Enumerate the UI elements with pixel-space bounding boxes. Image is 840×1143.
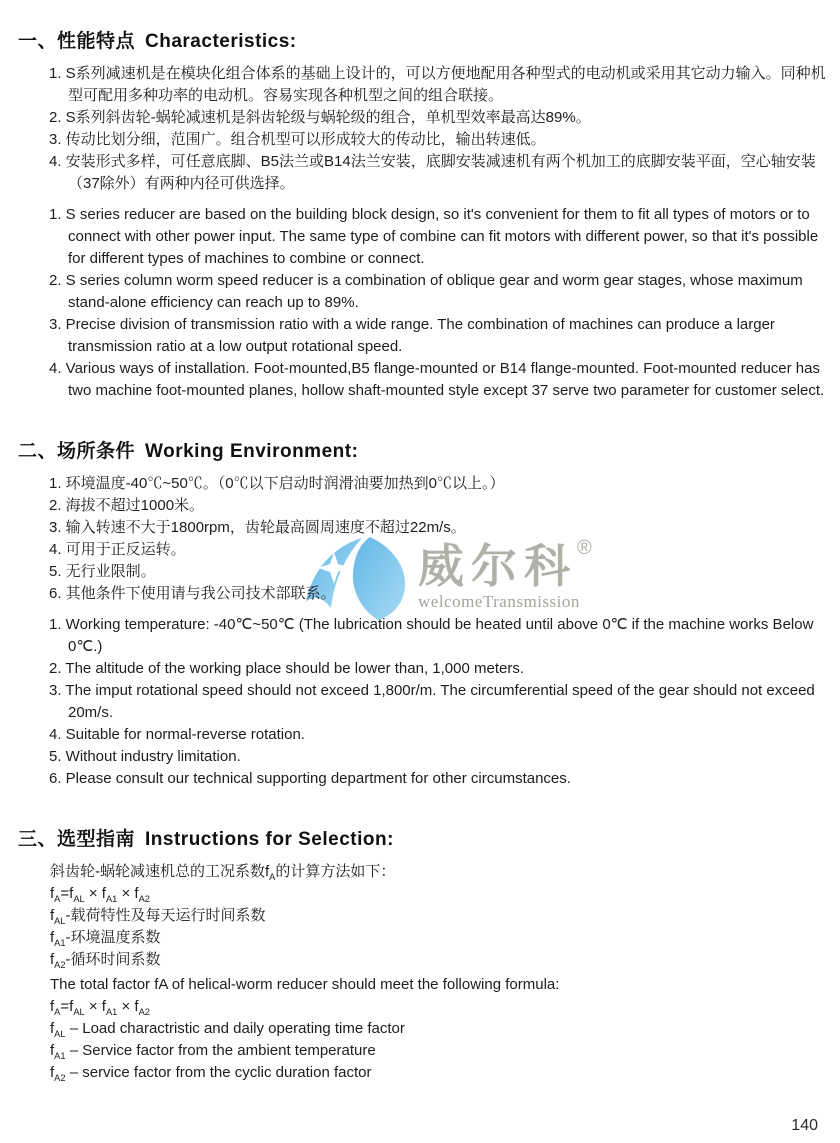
section-heading-instructions [18, 824, 840, 851]
list-item: 5. Without industry limitation. [49, 748, 241, 765]
heading-en: Characteristics: [145, 31, 297, 52]
section-working-environment [0, 436, 840, 790]
characteristics-list-en [0, 204, 840, 402]
list-item: 6. Please consult our technical supporting department for other circumstances. [49, 770, 571, 787]
heading-cn: 二、场所条件 [18, 441, 136, 462]
formula-line: $f_{A1}$ – Service factor from the ambient temperature [50, 1042, 376, 1061]
section-heading-working-environment [18, 436, 840, 463]
working-environment-list-cn [0, 473, 840, 605]
section-instructions-for-selection [0, 824, 840, 1084]
list-item: 4. 安装形式多样，可任意底脚、B5法兰或B14法兰安装，底脚安装减速机有两个机加工的底脚安装平面，空心轴安装（37除外）有两种内径可供选择。 [49, 153, 816, 192]
characteristics-list-cn [0, 63, 840, 195]
list-item: 2. S系列斜齿轮-蜗轮减速机是斜齿轮级与蜗轮级的组合，单机型效率最高达89%。 [49, 109, 591, 126]
list-item: 6. 其他条件下使用请与我公司技术部联系。 [49, 585, 336, 602]
list-item: 2. 海拔不超过1000米。 [49, 497, 205, 514]
formula-line: 斜齿轮-蜗轮减速机总的工况系数$f_A$的计算方法如下： [50, 863, 396, 882]
list-item: 1. S series reducer are based on the building block design, so it's convenient for them to fit all types of motors or to connect with other power input. The same type of combine can fit motors with different power, so that it's possible for different types of machines to combine or connect. [49, 206, 819, 267]
formula-line: $f_A=f_{AL} \times f_{A1} \times f_{A2}$ [50, 998, 150, 1017]
formula-line: $f_A=f_{AL} \times f_{A1} \times f_{A2}$ [50, 885, 150, 904]
section-heading-characteristics [18, 0, 840, 53]
working-environment-list-en [0, 614, 840, 790]
heading-en: Instructions for Selection: [145, 829, 394, 850]
brand-name-cn: 威尔科 [418, 540, 577, 592]
formula-line: $f_{AL}-$载荷特性及每天运行时间系数 [50, 907, 266, 926]
heading-cn: 一、性能特点 [18, 31, 136, 52]
brand-name-en: welcomeTransmission [418, 592, 580, 611]
section-characteristics [0, 0, 840, 402]
list-item: 5. 无行业限制。 [49, 563, 156, 580]
heading-cn: 三、选型指南 [18, 829, 136, 850]
list-item: 3. 传动比划分细，范围广。组合机型可以形成较大的传动比，输出转速低。 [49, 131, 546, 148]
formula-line: $f_{A2}$ – service factor from the cyclic duration factor [50, 1064, 372, 1083]
list-item: 1. S系列减速机是在模块化组合体系的基础上设计的，可以方便地配用各种型式的电动机或采用其它动力输入。同种机型可配用多种功率的电动机。容易实现各种机型之间的组合联接。 [49, 65, 826, 104]
formula-line: $f_{A2}-$循环时间系数 [50, 951, 161, 970]
list-item: 4. Various ways of installation. Foot-mounted,B5 flange-mounted or B14 flange-mounted. Foot-mounted reducer has two machine foot-mounted planes, hollow shaft-mounted style except 37 serve two parameter for customer select. [49, 360, 825, 399]
registered-trademark-symbol: ® [577, 537, 592, 559]
formula-line: $f_{A1}-$环境温度系数 [50, 929, 161, 948]
selection-formula-block-cn [0, 861, 840, 971]
list-item: 2. The altitude of the working place should be lower than, 1,000 meters. [49, 660, 525, 677]
page-number: 140 [791, 1117, 818, 1134]
list-item: 2. S series column worm speed reducer is a combination of oblique gear and worm gear stages, whose maximum stand-alone efficiency can reach up to 89%. [49, 272, 803, 311]
list-item: 3. Precise division of transmission ratio with a wide range. The combination of machines can produce a larger transmission ratio at a low output rotational speed. [49, 316, 775, 355]
list-item: 1. 环境温度-40℃~50℃。（0℃以下启动时润滑油要加热到0℃以上。） [49, 475, 505, 492]
selection-formula-block-en [0, 974, 840, 1084]
formula-line: The total factor fA of helical-worm reducer should meet the following formula: [50, 976, 560, 993]
list-item: 4. 可用于正反运转。 [49, 541, 186, 558]
formula-line: $f_{AL}$ – Load charactristic and daily operating time factor [50, 1020, 405, 1039]
list-item: 3. 输入转速不大于1800rpm，齿轮最高圆周速度不超过22m/s。 [49, 519, 466, 536]
list-item: 1. Working temperature: -40℃~50℃ (The lubrication should be heated until above 0℃ if the machine works Below 0℃.) [49, 616, 814, 655]
list-item: 3. The imput rotational speed should not exceed 1,800r/m. The circumferential speed of the gear should not exceed 20m/s. [49, 682, 815, 721]
heading-en: Working Environment: [145, 441, 359, 462]
list-item: 4. Suitable for normal-reverse rotation. [49, 726, 305, 743]
